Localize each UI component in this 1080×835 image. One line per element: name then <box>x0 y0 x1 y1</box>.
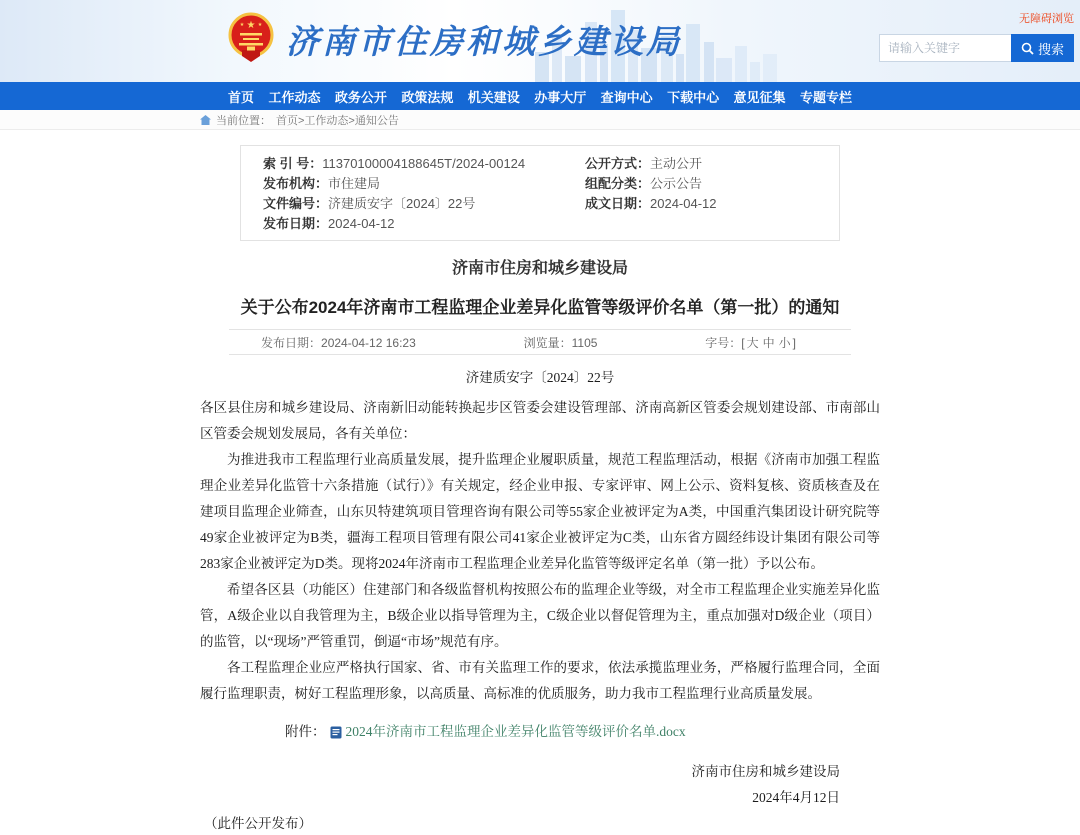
nav-item-query[interactable]: 查询中心 <box>600 89 653 105</box>
meta-field-value: 主动公开 <box>650 156 703 171</box>
meta-issuing-org <box>263 174 585 194</box>
article-view-count <box>524 334 598 351</box>
issuing-org-heading: 济南市住房和城乡建设局 <box>451 260 628 277</box>
font-size-small[interactable]: 小 <box>778 335 791 350</box>
paragraph-1: 为推进我市工程监理行业高质量发展，提升监理企业履职质量，规范工程监理活动，根据《济南市加强工程监理企业差异化监管十六条措施（试行）》有关规定，经企业申报、专家评审、网上公示、资料复核、资质核查及在建项目监理企业筛查，山东贝特建筑项目管理咨询有限公司等55家企业被评定为A类，中国重汽集团设计研究院等49家企业被评定为B类，疆海工程项目管理有限公司41家企业被评定为C类，山东省方圆经纬设计集团有限公司等283家企业被评定为D类。现将2024年济南市工程监理企业差异化监管等级评定名单（第一批）予以公布。 <box>200 452 880 571</box>
views-value: 1105 <box>571 335 598 350</box>
bracket-open: [ <box>741 335 745 350</box>
publish-date-value: 2024-04-12 16:23 <box>321 335 416 350</box>
header-tools <box>879 9 1074 62</box>
meta-index-number <box>263 154 585 174</box>
meta-field-label: 组配分类： <box>585 176 651 191</box>
meta-field-value: 2024-04-12 <box>328 216 395 231</box>
meta-field-label: 文件编号： <box>263 196 329 211</box>
nav-item-feedback[interactable]: 意见征集 <box>733 89 786 105</box>
site-header <box>0 0 1080 82</box>
nav-item-work-news[interactable]: 工作动态 <box>268 89 321 105</box>
meta-written-date <box>585 194 839 214</box>
national-emblem-logo <box>228 12 274 67</box>
font-size-control <box>705 334 796 351</box>
nav-item-services[interactable]: 办事大厅 <box>534 89 587 105</box>
meta-field-label: 索 引 号： <box>263 156 323 171</box>
meta-field-label: 发布机构： <box>263 176 329 191</box>
meta-doc-number <box>263 194 585 214</box>
breadcrumb-path[interactable]: 首页>工作动态>通知公告 <box>276 114 399 127</box>
meta-field-value: 济建质安字〔2024〕22号 <box>328 196 476 211</box>
font-size-label: 字号： <box>705 335 742 350</box>
accessibility-link[interactable]: 无障碍浏览 <box>1019 13 1074 25</box>
main-content <box>0 145 1080 835</box>
paragraph-3: 各工程监理企业应严格执行国家、省、市有关监理工作的要求，依法承揽监理业务，严格履行监理合同，全面履行监理职责，树好工程监理形象，以高质量、高标准的优质服务，助力我市工程监理行业高质量发展。 <box>200 660 880 701</box>
meta-field-label: 公开方式： <box>585 156 651 171</box>
site-title: 济南市住房和城乡建设局 <box>286 22 682 61</box>
meta-field-label: 成文日期： <box>585 196 651 211</box>
signature-block <box>200 759 880 811</box>
svg-text:★: ★ <box>239 22 245 28</box>
article-meta-bar <box>229 329 851 355</box>
search-bar <box>879 34 1074 62</box>
font-size-large[interactable]: 大 <box>746 335 759 350</box>
document-meta-box <box>240 145 840 241</box>
nav-item-agency[interactable]: 机关建设 <box>467 89 520 105</box>
salutation: 各区县住房和城乡建设局、济南新旧动能转换起步区管委会建设管理部、济南高新区管委会规划建设部、市南部山区管委会规划发展局，各有关单位： <box>200 400 880 441</box>
svg-text:★: ★ <box>246 20 256 31</box>
meta-field-value: 11370100004188645T/2024-00124 <box>322 156 526 171</box>
page-title: 关于公布2024年济南市工程监理企业差异化监管等级评价名单（第一批）的通知 <box>240 298 840 317</box>
main-navbar <box>0 82 1080 110</box>
search-button-label: 搜索 <box>1037 41 1064 57</box>
publish-date-label: 发布日期： <box>261 335 322 350</box>
meta-publish-date <box>263 214 585 234</box>
home-icon <box>200 115 211 125</box>
bracket-close: ] <box>792 335 796 350</box>
breadcrumb-label: 当前位置： <box>216 114 271 127</box>
nav-item-policies[interactable]: 政策法规 <box>401 89 454 105</box>
nav-item-topics[interactable]: 专题专栏 <box>799 89 852 105</box>
meta-field-value: 公示公告 <box>650 176 703 191</box>
font-size-medium[interactable]: 中 <box>762 335 775 350</box>
meta-field-value: 2024-04-12 <box>650 196 717 211</box>
nav-item-home[interactable]: 首页 <box>228 89 255 105</box>
search-button[interactable] <box>1011 34 1074 62</box>
views-label: 浏览量： <box>523 335 572 350</box>
word-doc-icon <box>330 726 342 739</box>
attachment-label: 附件： <box>285 724 326 739</box>
breadcrumb <box>0 110 1080 130</box>
nav-item-download[interactable]: 下载中心 <box>667 89 720 105</box>
paragraph-2: 希望各区县（功能区）住建部门和各级监督机构按照公布的监理企业等级，对全市工程监理企业实施差异化监管，A级企业以自我管理为主，B级企业以指导管理为主，C级企业以督促管理为主，重点加强对D级企业（项目）的监管，以“现场”严管重罚，倒逼“市场”规范有序。 <box>200 582 880 649</box>
footer-note: （此件公开发布） <box>204 816 312 831</box>
svg-text:★: ★ <box>257 22 263 28</box>
attachment-row <box>200 719 880 745</box>
document-body <box>200 365 880 835</box>
signature-date: 2024年4月12日 <box>752 790 840 805</box>
attachment-link[interactable]: 2024年济南市工程监理企业差异化监管等级评价名单.docx <box>345 724 686 739</box>
search-icon <box>1021 42 1034 55</box>
search-input[interactable] <box>879 34 1011 62</box>
article-publish-date <box>261 334 416 351</box>
meta-field-label: 发布日期： <box>263 216 329 231</box>
site-branding <box>228 12 682 67</box>
doc-number-line: 济建质安字〔2024〕22号 <box>465 370 615 385</box>
meta-disclosure-method <box>585 154 839 174</box>
meta-category <box>585 174 839 194</box>
signature-org: 济南市住房和城乡建设局 <box>691 764 840 779</box>
nav-item-gov-info[interactable]: 政务公开 <box>334 89 387 105</box>
meta-field-value: 市住建局 <box>328 176 381 191</box>
